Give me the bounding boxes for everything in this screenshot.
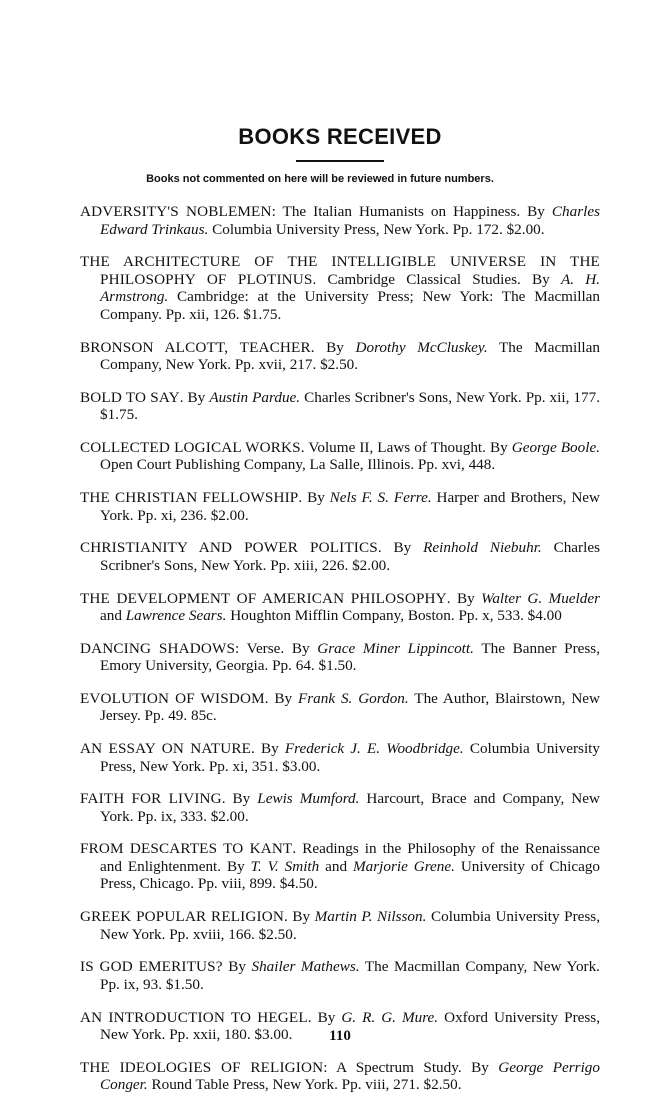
book-author: Austin Pardue. [209, 388, 301, 406]
book-entry [80, 908, 600, 943]
book-title: AN INTRODUCTION TO HEGEL [80, 1008, 308, 1026]
book-text: . By [251, 740, 285, 758]
book-text: The Banner Press, Emory University, Georgia. Pp. 64. $1.50. [100, 639, 600, 675]
book-entry [80, 840, 600, 893]
book-title: BOLD TO SAY [80, 388, 180, 406]
book-author: Lewis Mumford. [257, 790, 360, 808]
book-author: George Boole. [511, 438, 600, 456]
book-entry [80, 790, 600, 825]
book-text: Columbia University Press, New York. Pp. xi, 351. $3.00. [100, 740, 600, 775]
book-title: AN ESSAY ON NATURE [80, 740, 252, 758]
book-author: Marjorie Grene. [352, 857, 455, 875]
book-text: . Readings in the Philosophy of the Renaissance and Enlightenment. By [100, 840, 600, 875]
book-author: George Perrigo Conger. [100, 1058, 600, 1094]
book-list [80, 203, 600, 1094]
book-entry [80, 1059, 600, 1094]
book-entry [80, 590, 600, 625]
book-author: Frederick J. E. Woodbridge. [284, 740, 464, 758]
book-title: EVOLUTION OF WISDOM [80, 689, 265, 707]
book-text: . By [283, 908, 315, 926]
book-text: Charles Scribner's Sons, New York. Pp. xii, 177. $1.75. [100, 388, 600, 424]
book-text: . By [446, 589, 482, 607]
heading-rule [296, 160, 384, 162]
book-entry [80, 539, 600, 574]
book-entry [80, 740, 600, 775]
book-title: THE DEVELOPMENT OF AMERICAN PHILOSOPHY [80, 589, 447, 607]
book-author: Charles Edward Trinkaus. [100, 203, 600, 238]
book-author: Walter G. Muelder [481, 589, 600, 607]
book-text: : A Spectrum Study. By [323, 1058, 499, 1076]
book-entry [80, 389, 600, 424]
book-entry [80, 339, 600, 374]
book-title: ADVERSITY'S NOBLEMEN [80, 203, 272, 221]
book-text: . By [179, 388, 210, 406]
book-author: A. H. Armstrong. [100, 270, 601, 306]
book-text: Columbia University Press, New York. Pp. xviii, 166. $2.50. [100, 908, 600, 943]
book-author: Shailer Mathews. [251, 958, 360, 976]
book-entry [80, 640, 600, 675]
book-text: By [222, 958, 252, 976]
book-text: . By [377, 539, 424, 557]
book-title: THE ARCHITECTURE OF THE INTELLIGIBLE UNIVERSE IN THE PHILOSOPHY OF PLOTINUS [80, 253, 600, 288]
book-text: The Author, Blairstown, New Jersey. Pp. 49. 85c. [100, 689, 600, 725]
book-entry [80, 203, 600, 238]
book-author: Lawrence Sears. [125, 607, 227, 624]
book-text: Open Court Publishing Company, La Salle, Illinois. Pp. xvi, 448. [100, 456, 496, 474]
book-text: and [100, 607, 126, 624]
book-text: . Cambridge Classical Studies. By [312, 270, 561, 288]
book-title: FROM DESCARTES TO KANT [80, 840, 293, 858]
book-text: : The Italian Humanists on Happiness. By [271, 203, 552, 221]
book-text: Columbia University Press, New York. Pp. 172. $2.00. [208, 220, 545, 238]
book-entry [80, 253, 600, 323]
book-title: THE IDEOLOGIES OF RELIGION [80, 1058, 324, 1076]
book-text: Charles Scribner's Sons, New York. Pp. xiii, 226. $2.00. [100, 539, 600, 574]
book-title: FAITH FOR LIVING [80, 790, 222, 808]
book-text: . Volume II, Laws of Thought. By [300, 438, 512, 456]
book-text: . By [310, 338, 356, 356]
book-text: : Verse. By [235, 639, 318, 657]
book-entry [80, 958, 600, 993]
book-title: THE CHRISTIAN FELLOWSHIP [80, 489, 299, 507]
book-text: University of Chicago Press, Chicago. Pp. viii, 899. $4.50. [100, 857, 601, 893]
book-author: Frank S. Gordon. [297, 689, 409, 707]
book-entry [80, 439, 600, 474]
book-text: Harcourt, Brace and Company, New York. Pp. ix, 333. $2.00. [100, 790, 600, 825]
book-author: Nels F. S. Ferre. [329, 489, 432, 507]
book-text: Cambridge: at the University Press; New York: The Macmillan Company. Pp. xii, 126. $1.75. [100, 288, 600, 323]
book-author: Reinhold Niebuhr. [423, 539, 542, 557]
book-author: Grace Miner Lippincott. [317, 639, 474, 657]
book-author: G. R. G. Mure. [341, 1008, 439, 1026]
book-title: CHRISTIANITY AND POWER POLITICS [80, 539, 378, 557]
book-title: COLLECTED LOGICAL WORKS [80, 438, 301, 456]
book-title: DANCING SHADOWS [80, 639, 236, 657]
book-entry [80, 690, 600, 725]
book-text: Oxford University Press, New York. Pp. xxii, 180. $3.00. [100, 1008, 600, 1043]
book-title: IS GOD EMERITUS? [80, 958, 223, 976]
book-entry [80, 489, 600, 524]
book-author: Dorothy McCluskey. [355, 338, 488, 356]
book-text: Harper and Brothers, New York. Pp. xi, 236. $2.00. [100, 489, 600, 524]
book-text: . By [221, 790, 258, 808]
book-text: and [319, 857, 353, 875]
book-text: The Macmillan Company, New York. Pp. xvii, 217. $2.50. [100, 338, 600, 374]
book-text: Round Table Press, New York. Pp. viii, 271. $2.50. [147, 1076, 462, 1094]
book-text: . By [264, 689, 298, 707]
page [80, 0, 600, 1101]
book-title: BRONSON ALCOTT, TEACHER [80, 338, 311, 356]
page-number: 110 [329, 1028, 351, 1044]
page-heading: BOOKS RECEIVED [238, 124, 442, 149]
book-text: Houghton Mifflin Company, Boston. Pp. x, 533. $4.00 [226, 607, 562, 624]
book-title: GREEK POPULAR RELIGION [80, 908, 284, 926]
book-author: Martin P. Nilsson. [314, 908, 427, 926]
book-text: . By [298, 489, 330, 507]
book-text: The Macmillan Company, New York. Pp. ix, 93. $1.50. [100, 958, 600, 993]
book-author: T. V. Smith [250, 857, 320, 875]
editorial-note: Books not commented on here will be reviewed in future numbers. [146, 173, 494, 185]
book-text: . By [307, 1008, 342, 1026]
